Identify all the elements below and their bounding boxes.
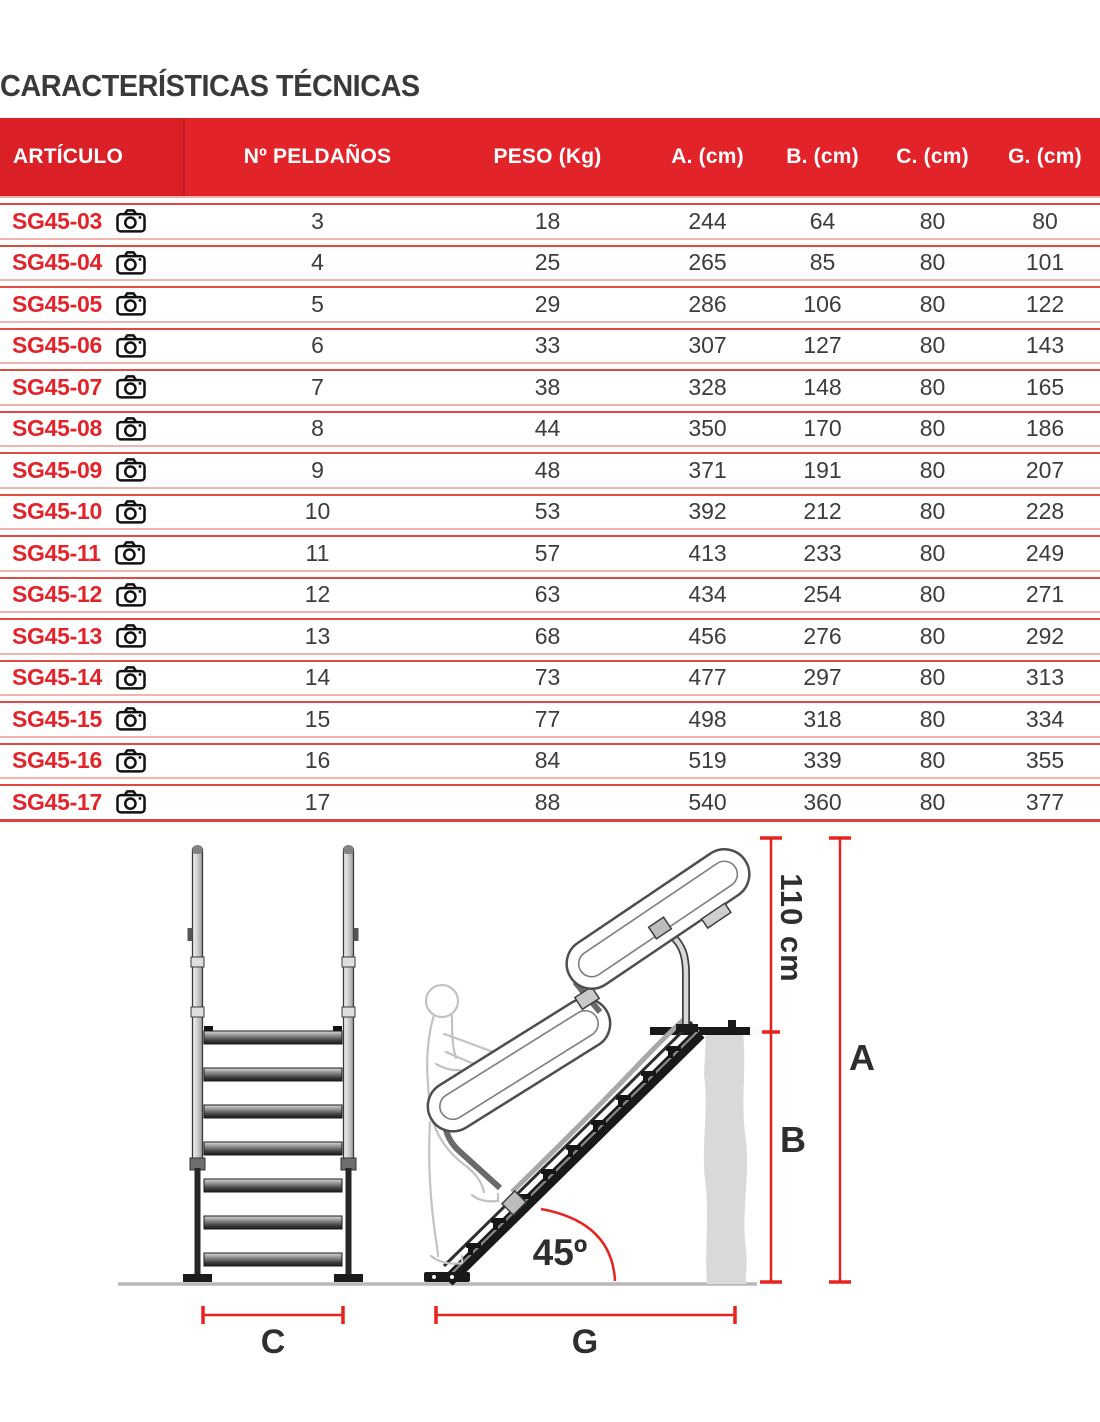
cell-a: 413 bbox=[688, 539, 727, 566]
cell-b: 233 bbox=[803, 539, 842, 566]
cell-peldanos: 7 bbox=[311, 373, 324, 400]
row-separator bbox=[0, 362, 1100, 371]
cell-peldanos: 3 bbox=[311, 207, 324, 234]
articulo-code: SG45-13 bbox=[12, 622, 102, 649]
cell-peldanos: 17 bbox=[304, 788, 331, 815]
cell-peldanos: 14 bbox=[304, 664, 331, 691]
cell-peldanos: 4 bbox=[311, 249, 324, 276]
cell-g: 249 bbox=[1025, 539, 1065, 566]
camera-icon[interactable] bbox=[116, 292, 146, 316]
table-header-row bbox=[0, 118, 1100, 196]
cell-peso: 63 bbox=[534, 581, 561, 608]
cell-a: 371 bbox=[688, 456, 727, 483]
table-row bbox=[0, 537, 1100, 570]
table-row bbox=[0, 454, 1100, 487]
cell-b: 318 bbox=[803, 705, 842, 732]
cell-peso: 77 bbox=[534, 705, 561, 732]
camera-icon[interactable] bbox=[116, 707, 146, 731]
articulo-code: SG45-03 bbox=[12, 207, 102, 234]
ladder-front-view bbox=[183, 846, 363, 1282]
cell-peso: 44 bbox=[534, 415, 561, 442]
cell-g: 80 bbox=[1032, 207, 1058, 234]
dimension-diagram bbox=[0, 820, 1100, 1422]
cell-c: 80 bbox=[919, 788, 946, 815]
articulo-code: SG45-15 bbox=[12, 705, 102, 732]
row-separator bbox=[0, 279, 1100, 288]
articulo-code: SG45-17 bbox=[12, 788, 102, 815]
label-b: B bbox=[780, 1119, 806, 1160]
row-separator bbox=[0, 694, 1100, 703]
articulo-code: SG45-14 bbox=[12, 664, 102, 691]
label-c: C bbox=[260, 1323, 286, 1361]
cell-g: 377 bbox=[1025, 788, 1065, 815]
cell-peso: 25 bbox=[534, 249, 561, 276]
col-header-c: C. (cm) bbox=[896, 145, 969, 168]
camera-icon[interactable] bbox=[116, 251, 146, 275]
row-separator bbox=[0, 445, 1100, 454]
cell-peldanos: 13 bbox=[304, 622, 331, 649]
cell-g: 122 bbox=[1025, 290, 1065, 317]
cell-a: 265 bbox=[688, 249, 727, 276]
ladder-side-view bbox=[418, 840, 759, 1284]
col-header-peso: PESO (Kg) bbox=[493, 145, 602, 168]
cell-c: 80 bbox=[919, 373, 946, 400]
articulo-code: SG45-06 bbox=[12, 332, 102, 359]
cell-c: 80 bbox=[919, 539, 946, 566]
cell-c: 80 bbox=[919, 207, 946, 234]
cell-g: 143 bbox=[1025, 332, 1065, 359]
cell-g: 228 bbox=[1025, 498, 1065, 525]
camera-icon[interactable] bbox=[116, 458, 146, 482]
cell-b: 64 bbox=[809, 207, 836, 234]
cell-a: 392 bbox=[688, 498, 727, 525]
table-row bbox=[0, 579, 1100, 612]
cell-b: 339 bbox=[803, 747, 842, 774]
cell-peso: 73 bbox=[534, 664, 561, 691]
cell-b: 170 bbox=[803, 415, 842, 442]
row-separator bbox=[0, 404, 1100, 413]
cell-a: 519 bbox=[688, 747, 727, 774]
cell-g: 165 bbox=[1025, 373, 1065, 400]
cell-c: 80 bbox=[919, 498, 946, 525]
cell-a: 307 bbox=[688, 332, 727, 359]
cell-peldanos: 9 bbox=[311, 456, 324, 483]
cell-b: 360 bbox=[803, 788, 842, 815]
cell-b: 148 bbox=[803, 373, 842, 400]
col-header-g: G. (cm) bbox=[1008, 145, 1082, 168]
row-separator bbox=[0, 653, 1100, 662]
col-header-a: A. (cm) bbox=[671, 145, 744, 168]
col-header-articulo: ARTÍCULO bbox=[0, 118, 185, 196]
camera-icon[interactable] bbox=[116, 375, 146, 399]
cell-peldanos: 11 bbox=[305, 539, 330, 566]
camera-icon[interactable] bbox=[115, 541, 145, 565]
articulo-code: SG45-05 bbox=[12, 290, 102, 317]
cell-peso: 57 bbox=[534, 539, 561, 566]
cell-peldanos: 12 bbox=[304, 581, 331, 608]
spec-table bbox=[0, 118, 1100, 822]
cell-peso: 88 bbox=[534, 788, 561, 815]
camera-icon[interactable] bbox=[116, 417, 146, 441]
cell-c: 80 bbox=[919, 705, 946, 732]
row-separator bbox=[0, 487, 1100, 496]
table-body bbox=[0, 196, 1100, 819]
articulo-code: SG45-11 bbox=[12, 539, 101, 566]
cell-peldanos: 10 bbox=[304, 498, 331, 525]
cell-b: 276 bbox=[803, 622, 842, 649]
cell-g: 101 bbox=[1025, 249, 1065, 276]
camera-icon[interactable] bbox=[116, 624, 146, 648]
cell-peldanos: 6 bbox=[311, 332, 324, 359]
cell-c: 80 bbox=[919, 622, 946, 649]
camera-icon[interactable] bbox=[116, 583, 146, 607]
page-title: CARACTERÍSTICAS TÉCNICAS bbox=[0, 68, 420, 103]
camera-icon[interactable] bbox=[116, 666, 146, 690]
row-separator bbox=[0, 611, 1100, 620]
cell-peso: 33 bbox=[534, 332, 561, 359]
cell-c: 80 bbox=[919, 249, 946, 276]
cell-c: 80 bbox=[919, 581, 946, 608]
cell-b: 254 bbox=[803, 581, 842, 608]
articulo-code: SG45-07 bbox=[12, 373, 102, 400]
cell-c: 80 bbox=[919, 456, 946, 483]
articulo-code: SG45-09 bbox=[12, 456, 102, 483]
table-row bbox=[0, 745, 1100, 778]
cell-peso: 29 bbox=[534, 290, 561, 317]
cell-peso: 68 bbox=[534, 622, 561, 649]
table-row bbox=[0, 205, 1100, 238]
row-separator bbox=[0, 321, 1100, 330]
cell-a: 498 bbox=[688, 705, 727, 732]
cell-a: 477 bbox=[688, 664, 727, 691]
row-separator bbox=[0, 528, 1100, 537]
cell-peso: 38 bbox=[534, 373, 561, 400]
cell-a: 350 bbox=[688, 415, 727, 442]
cell-g: 313 bbox=[1025, 664, 1065, 691]
cell-g: 355 bbox=[1025, 747, 1065, 774]
cell-g: 207 bbox=[1025, 456, 1065, 483]
camera-icon[interactable] bbox=[116, 790, 146, 814]
cell-peldanos: 15 bbox=[304, 705, 331, 732]
cell-a: 328 bbox=[688, 373, 727, 400]
cell-c: 80 bbox=[919, 332, 946, 359]
cell-a: 434 bbox=[688, 581, 727, 608]
label-110cm: 110 cm bbox=[774, 873, 809, 983]
cell-b: 106 bbox=[803, 290, 842, 317]
cell-b: 85 bbox=[809, 249, 836, 276]
col-header-peldanos: Nº PELDAÑOS bbox=[243, 145, 392, 168]
cell-g: 271 bbox=[1025, 581, 1065, 608]
cell-peldanos: 16 bbox=[304, 747, 331, 774]
row-separator bbox=[0, 196, 1100, 205]
row-separator bbox=[0, 570, 1100, 579]
articulo-code: SG45-04 bbox=[12, 249, 102, 276]
camera-icon[interactable] bbox=[116, 500, 146, 524]
cell-c: 80 bbox=[919, 290, 946, 317]
handrail-loop-upper bbox=[557, 840, 759, 999]
cell-g: 186 bbox=[1025, 415, 1065, 442]
row-separator bbox=[0, 777, 1100, 786]
row-separator bbox=[0, 238, 1100, 247]
cell-b: 191 bbox=[803, 456, 842, 483]
cell-b: 297 bbox=[803, 664, 842, 691]
table-row bbox=[0, 662, 1100, 695]
cell-g: 334 bbox=[1025, 705, 1065, 732]
cell-a: 540 bbox=[688, 788, 727, 815]
cell-peldanos: 8 bbox=[311, 415, 324, 442]
cell-a: 244 bbox=[688, 207, 727, 234]
table-row bbox=[0, 288, 1100, 321]
cell-b: 127 bbox=[803, 332, 842, 359]
camera-icon[interactable] bbox=[116, 209, 146, 233]
camera-icon[interactable] bbox=[116, 334, 146, 358]
table-row bbox=[0, 786, 1100, 819]
cell-g: 292 bbox=[1025, 622, 1065, 649]
cell-c: 80 bbox=[919, 664, 946, 691]
cell-b: 212 bbox=[803, 498, 842, 525]
cell-a: 286 bbox=[688, 290, 727, 317]
cell-a: 456 bbox=[688, 622, 727, 649]
cell-peso: 84 bbox=[534, 747, 561, 774]
table-row bbox=[0, 496, 1100, 529]
articulo-code: SG45-10 bbox=[12, 498, 102, 525]
cell-peso: 18 bbox=[534, 207, 561, 234]
articulo-code: SG45-08 bbox=[12, 415, 102, 442]
label-g: G bbox=[571, 1323, 599, 1361]
cell-peldanos: 5 bbox=[311, 290, 324, 317]
cell-peso: 53 bbox=[534, 498, 561, 525]
table-row bbox=[0, 413, 1100, 446]
articulo-code: SG45-16 bbox=[12, 747, 102, 774]
table-row bbox=[0, 703, 1100, 736]
wall-shape bbox=[704, 1033, 747, 1284]
row-separator bbox=[0, 736, 1100, 745]
cell-c: 80 bbox=[919, 415, 946, 442]
label-a: A bbox=[849, 1037, 875, 1078]
cell-peso: 48 bbox=[534, 456, 561, 483]
articulo-code: SG45-12 bbox=[12, 581, 102, 608]
cell-c: 80 bbox=[919, 747, 946, 774]
table-row bbox=[0, 371, 1100, 404]
col-header-b: B. (cm) bbox=[786, 145, 859, 168]
table-row bbox=[0, 247, 1100, 280]
camera-icon[interactable] bbox=[116, 749, 146, 773]
label-angle: 45º bbox=[532, 1232, 588, 1273]
table-row bbox=[0, 330, 1100, 363]
table-row bbox=[0, 620, 1100, 653]
